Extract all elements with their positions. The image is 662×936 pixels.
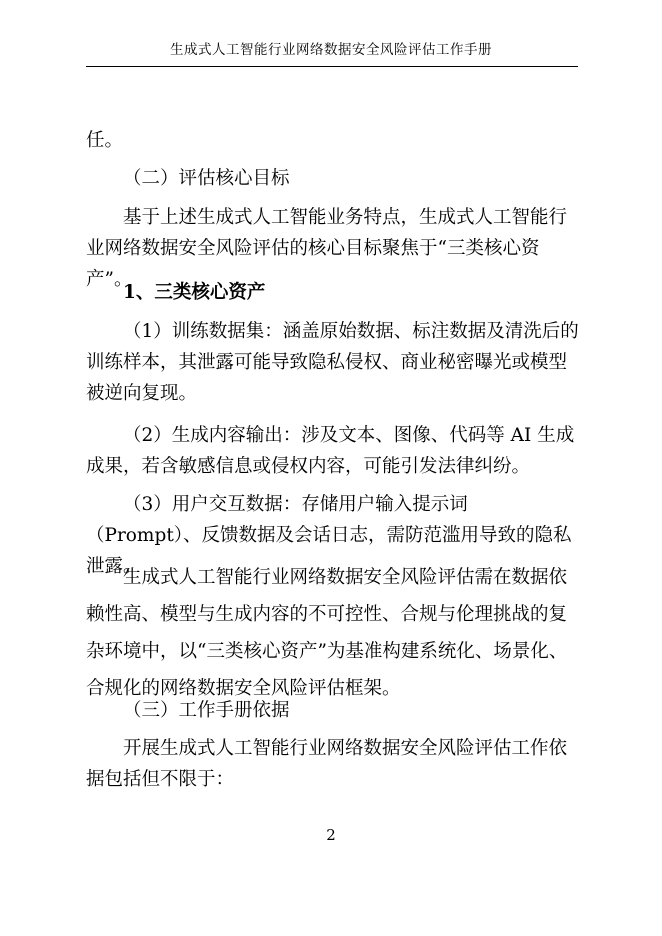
- continuation-text: 任。: [86, 130, 124, 151]
- section-heading-evaluation-goals: （二）评估核心目标: [123, 168, 290, 189]
- paragraph-summary: 生成式人工智能行业网络数据安全风险评估需在数据依赖性高、模型与生成内容的不可控性、合规与伦理挑战的复杂环境中，以“三类核心资产”为基准构建系统化、场景化、合规化的网络数据安全风险评估框架。: [86, 567, 568, 699]
- page-number: 2: [326, 826, 336, 844]
- section-heading-manual-basis: （三）工作手册依据: [123, 700, 290, 721]
- subheading-core-assets: 1、三类核心资产: [123, 282, 266, 303]
- paragraph-evaluation-goals: 基于上述生成式人工智能业务特点，生成式人工智能行业网络数据安全风险评估的核心目标聚焦于“三类核心资产”。: [86, 207, 568, 290]
- running-header: 生成式人工智能行业网络数据安全风险评估工作手册: [170, 42, 492, 58]
- paragraph-manual-basis: 开展生成式人工智能行业网络数据安全风险评估工作依据包括但不限于：: [86, 738, 568, 790]
- item-generated-output: （2）生成内容输出：涉及文本、图像、代码等 AI 生成成果，若含敏感信息或侵权内容，可能引发法律纠纷。: [86, 425, 575, 477]
- item-user-interaction-data: （3）用户交互数据：存储用户输入提示词（Prompt）、反馈数据及会话日志，需防范滥用导致的隐私泄露。: [86, 494, 572, 577]
- item-training-dataset: （1）训练数据集：涵盖原始数据、标注数据及清洗后的训练样本，其泄露可能导致隐私侵权、商业秘密曝光或模型被逆向复现。: [86, 321, 579, 404]
- header-rule: [86, 66, 578, 67]
